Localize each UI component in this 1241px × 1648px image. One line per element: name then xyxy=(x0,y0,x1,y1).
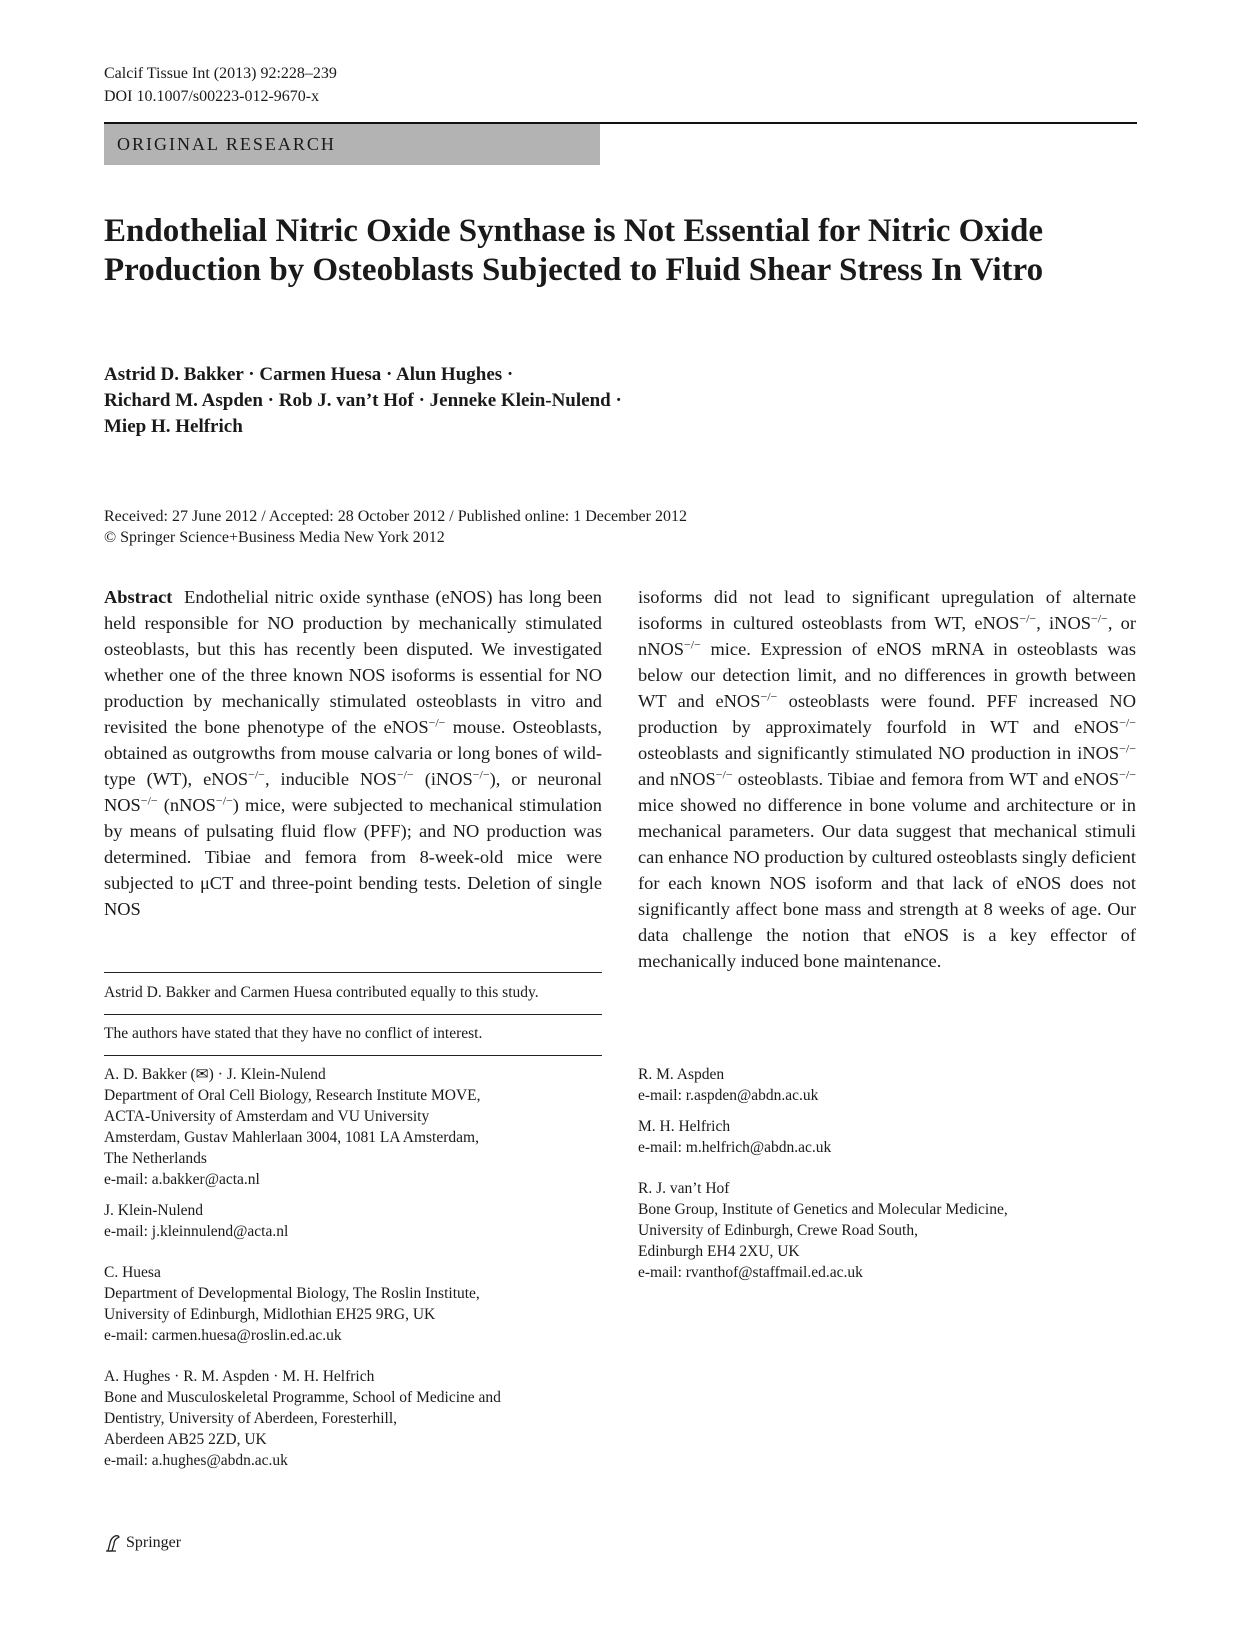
abstract-text: and nNOS xyxy=(638,769,716,789)
email-link[interactable]: e-mail: a.hughes@abdn.ac.uk xyxy=(104,1452,288,1469)
abstract-text: , or nNOS xyxy=(638,613,1136,659)
paper-title: Endothelial Nitric Oxide Synthase is Not Essential for Nitric Oxide Production by Osteoblasts Subjected to Fluid Shear Stress In Vitro xyxy=(104,213,1044,288)
affiliation-line: ACTA-University of Amsterdam and VU University xyxy=(104,1108,430,1125)
abstract-text: ) mice, were subjected to mechanical stimulation by means of pulsating fluid flow (PFF); and NO production was determined. Tibiae and femora from 8-week-old mice were subjected to μCT and three-point bending tests. Deletion of single NOS xyxy=(104,795,602,919)
knockout-superscript: −/− xyxy=(1019,611,1037,626)
affiliation-line: The Netherlands xyxy=(104,1150,207,1167)
email-link[interactable]: e-mail: carmen.huesa@roslin.ed.ac.uk xyxy=(104,1327,342,1344)
affiliation-line: Dentistry, University of Aberdeen, Foresterhill, xyxy=(104,1410,398,1427)
email-link[interactable]: e-mail: r.aspden@abdn.ac.uk xyxy=(638,1087,819,1104)
affiliation-authors: A. D. Bakker (✉) · J. Klein-Nulend xyxy=(104,1066,326,1083)
email-link[interactable]: e-mail: rvanthof@staffmail.ed.ac.uk xyxy=(638,1264,863,1281)
affiliation-block xyxy=(638,1064,1136,1106)
affiliation-authors: J. Klein-Nulend xyxy=(104,1202,204,1219)
affiliation-line: Bone Group, Institute of Genetics and Molecular Medicine, xyxy=(638,1201,1008,1218)
affiliation-authors: M. H. Helfrich xyxy=(638,1118,731,1135)
affiliation-block xyxy=(638,1178,1136,1283)
footnote-rule xyxy=(104,1014,602,1015)
knockout-superscript: −/− xyxy=(396,767,414,782)
affiliation-authors: R. M. Aspden xyxy=(638,1066,725,1083)
affiliation-block xyxy=(104,1064,602,1190)
equal-contribution-note: Astrid D. Bakker and Carmen Huesa contributed equally to this study. xyxy=(104,984,539,1001)
received-accepted-published: Received: 27 June 2012 / Accepted: 28 October 2012 / Published online: 1 December 2012 xyxy=(104,508,687,525)
knockout-superscript: −/− xyxy=(472,767,490,782)
abstract-heading: Abstract xyxy=(104,587,173,607)
knockout-superscript: −/− xyxy=(1090,611,1108,626)
abstract-text: osteoblasts. Tibiae and femora from WT and eNOS xyxy=(732,769,1120,789)
affiliation-block xyxy=(104,1262,602,1346)
abstract-text: ), or neuronal NOS xyxy=(104,769,603,815)
knockout-superscript: −/− xyxy=(215,793,233,808)
knockout-superscript: −/− xyxy=(1119,715,1136,730)
abstract-text: (iNOS xyxy=(413,769,473,789)
springer-horse-icon xyxy=(104,1533,122,1553)
affiliation-block xyxy=(104,1200,602,1242)
affiliation-line: Amsterdam, Gustav Mahlerlaan 3004, 1081 LA Amsterdam, xyxy=(104,1129,479,1146)
knockout-superscript: −/− xyxy=(248,767,265,782)
author-list xyxy=(104,362,804,440)
affiliations-left xyxy=(104,1064,602,1481)
knockout-superscript: −/− xyxy=(760,689,778,704)
author-line: Astrid D. Bakker · Carmen Huesa · Alun Hughes · xyxy=(104,364,514,385)
abstract-text: , inducible NOS xyxy=(264,769,397,789)
publisher-mark xyxy=(104,1532,181,1554)
abstract-text: isoforms did not lead to significant upregulation of alternate isoforms in cultured osteoblasts from WT, eNOS xyxy=(638,587,1136,633)
affiliation-block xyxy=(104,1366,602,1471)
section-label: ORIGINAL RESEARCH xyxy=(104,124,600,165)
abstract-text: (nNOS xyxy=(157,795,216,815)
affiliation-line: University of Edinburgh, Midlothian EH25 9RG, UK xyxy=(104,1306,436,1323)
journal-citation: Calcif Tissue Int (2013) 92:228–239 xyxy=(104,65,337,82)
knockout-superscript: −/− xyxy=(684,637,701,652)
affiliation-line: Aberdeen AB25 2ZD, UK xyxy=(104,1431,267,1448)
publisher-name: Springer xyxy=(126,1534,182,1551)
email-link[interactable]: e-mail: m.helfrich@abdn.ac.uk xyxy=(638,1139,832,1156)
abstract-column-right xyxy=(638,584,1136,974)
abstract-text: mice showed no difference in bone volume and architecture or in mechanical parameters. Our data suggest that mechanical stimuli can enhance NO production by cultured osteoblasts singly deficient for each known NOS isoform and that lack of eNOS does not significantly affect bone mass and strength at 8 weeks of age. Our data challenge the notion that eNOS is a key effector of mechanically induced bone maintenance. xyxy=(638,795,1136,971)
knockout-superscript: −/− xyxy=(140,793,158,808)
doi[interactable]: DOI 10.1007/s00223-012-9670-x xyxy=(104,88,320,105)
publication-dates xyxy=(104,506,687,548)
affiliation-block xyxy=(638,1116,1136,1158)
abstract-text: mice. Expression of eNOS mRNA in osteoblasts was below our detection limit, and no differences in growth between WT and eNOS xyxy=(638,639,1136,711)
affiliation-line: University of Edinburgh, Crewe Road South, xyxy=(638,1222,918,1239)
footnote-rule xyxy=(104,972,602,973)
conflict-note: The authors have stated that they have no conflict of interest. xyxy=(104,1025,483,1042)
email-link[interactable]: e-mail: j.kleinnulend@acta.nl xyxy=(104,1223,289,1240)
affiliation-line: Edinburgh EH4 2XU, UK xyxy=(638,1243,800,1260)
affiliation-line: Department of Developmental Biology, The Roslin Institute, xyxy=(104,1285,480,1302)
abstract-text: , iNOS xyxy=(1036,613,1091,633)
author-line: Richard M. Aspden · Rob J. van’t Hof · Jenneke Klein-Nulend · xyxy=(104,390,622,411)
affiliation-line: Department of Oral Cell Biology, Research Institute MOVE, xyxy=(104,1087,481,1104)
abstract-column-left xyxy=(104,584,602,922)
abstract-text: Endothelial nitric oxide synthase (eNOS) has long been held responsible for NO production by mechanically stimulated osteoblasts, but this has recently been disputed. We investigated whether one of the three known NOS isoforms is essential for NO production by mechanically stimulated osteoblasts in vitro and revisited the bone phenotype of the eNOS xyxy=(104,587,602,737)
author-line: Miep H. Helfrich xyxy=(104,416,243,437)
affiliation-authors: A. Hughes · R. M. Aspden · M. H. Helfrich xyxy=(104,1368,375,1385)
knockout-superscript: −/− xyxy=(1119,741,1136,756)
copyright: © Springer Science+Business Media New York 2012 xyxy=(104,529,445,546)
abstract-text: mouse. Osteoblasts, obtained as outgrowths from mouse calvaria or long bones of wild-type (WT), eNOS xyxy=(104,717,602,789)
abstract-text: osteoblasts were found. PFF increased NO production by approximately fourfold in WT and eNOS xyxy=(638,691,1136,737)
knockout-superscript: −/− xyxy=(428,715,446,730)
email-link[interactable]: e-mail: a.bakker@acta.nl xyxy=(104,1171,260,1188)
affiliation-line: Bone and Musculoskeletal Programme, School of Medicine and xyxy=(104,1389,501,1406)
affiliation-authors: R. J. van’t Hof xyxy=(638,1180,730,1197)
affiliation-authors: C. Huesa xyxy=(104,1264,161,1281)
abstract-text: osteoblasts and significantly stimulated NO production in iNOS xyxy=(638,743,1120,763)
knockout-superscript: −/− xyxy=(1119,767,1136,782)
footnote-rule xyxy=(104,1055,602,1056)
affiliations-right xyxy=(638,1064,1136,1293)
knockout-superscript: −/− xyxy=(715,767,733,782)
